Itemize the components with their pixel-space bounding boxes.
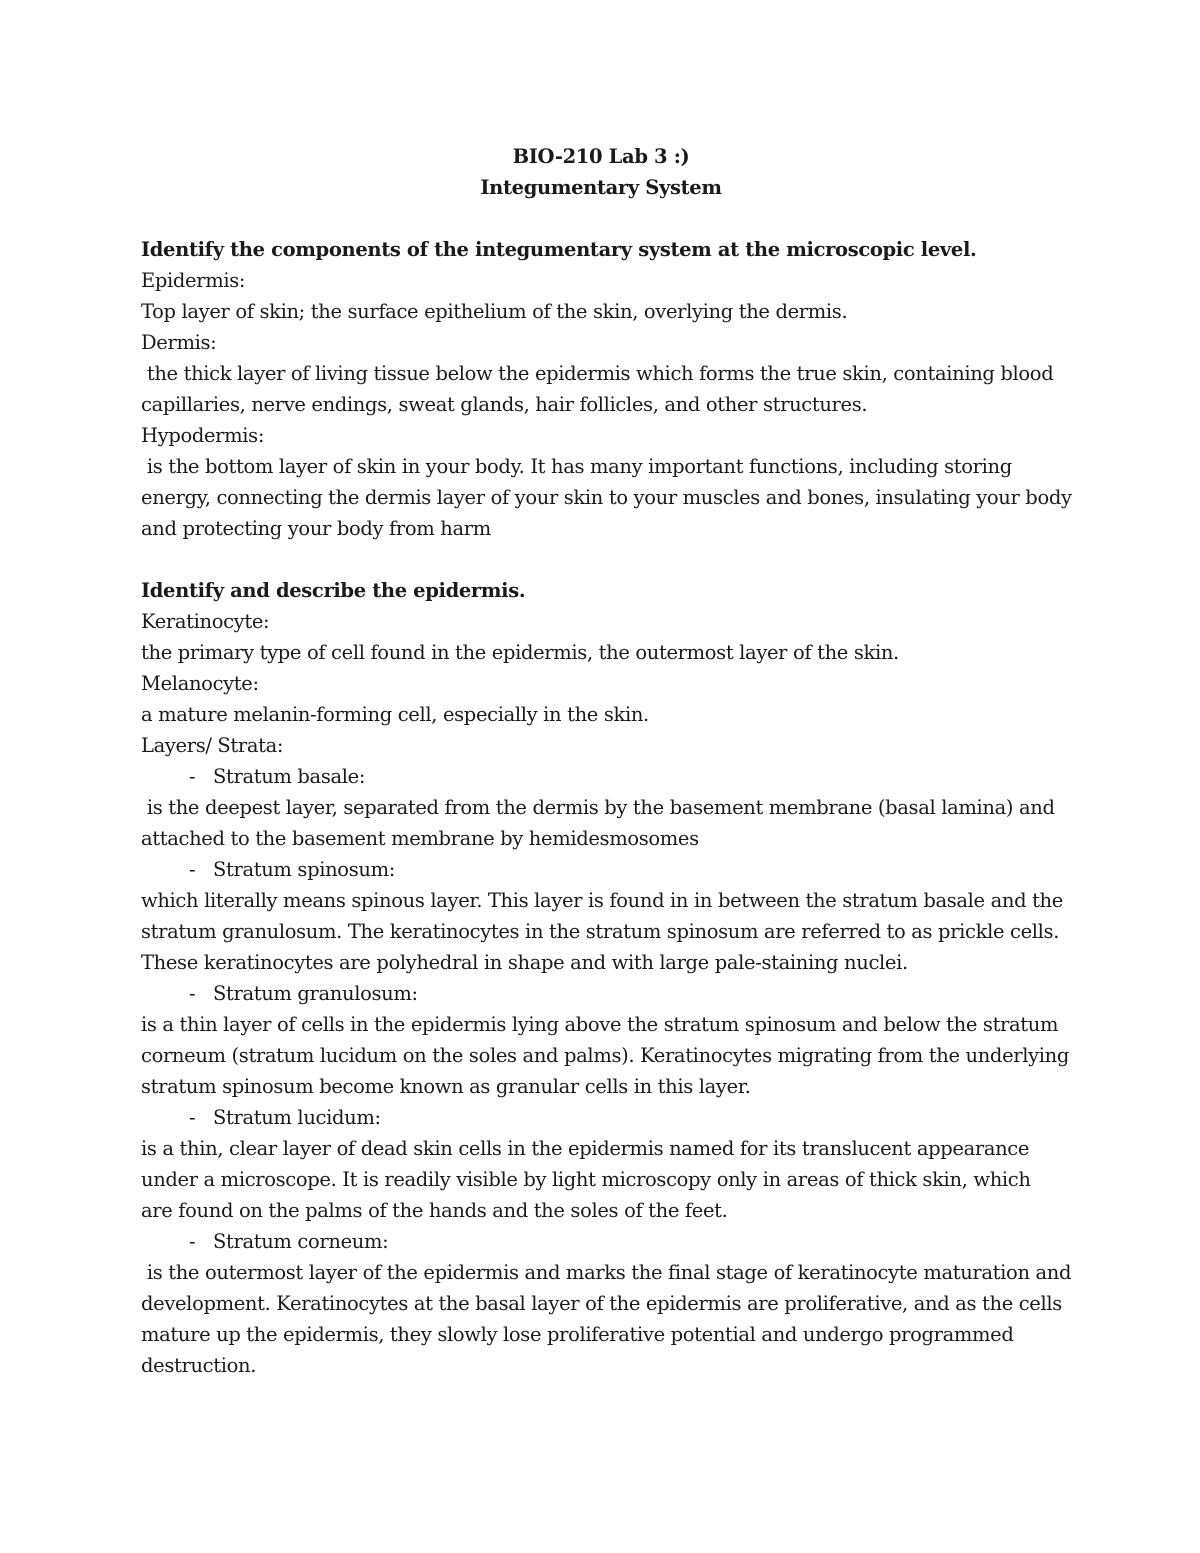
- spacer: [141, 544, 1061, 575]
- hypodermis-text-line: and protecting your body from harm: [141, 517, 491, 540]
- section-heading-microscopic: Identify the components of the integumentary system at the microscopic level.: [141, 238, 977, 261]
- hypodermis-text-line: energy, connecting the dermis layer of your skin to your muscles and bones, insulating your body: [141, 486, 1072, 509]
- bullet-label: Stratum corneum:: [213, 1230, 389, 1253]
- melanocyte-label: Melanocyte:: [141, 672, 259, 695]
- hypodermis-label: Hypodermis:: [141, 424, 265, 447]
- spinosum-text-line: stratum granulosum. The keratinocytes in the stratum spinosum are referred to as prickle cells.: [141, 920, 1060, 943]
- keratinocyte-label: Keratinocyte:: [141, 610, 270, 633]
- spinosum-text-line: These keratinocytes are polyhedral in shape and with large pale-staining nuclei.: [141, 951, 908, 974]
- bullet-stratum-granulosum: [141, 978, 1061, 1009]
- bullet-dash: -: [189, 765, 196, 788]
- melanocyte-text: a mature melanin-forming cell, especially in the skin.: [141, 703, 649, 726]
- corneum-text-line: development. Keratinocytes at the basal layer of the epidermis are proliferative, and as the cells: [141, 1292, 1062, 1315]
- section-heading-epidermis: Identify and describe the epidermis.: [141, 579, 526, 602]
- bullet-stratum-corneum: [141, 1226, 1061, 1257]
- bullet-stratum-spinosum: [141, 854, 1061, 885]
- basale-text-line: is the deepest layer, separated from the dermis by the basement membrane (basal lamina) and: [141, 796, 1055, 819]
- bullet-label: Stratum granulosum:: [213, 982, 418, 1005]
- bullet-label: Stratum spinosum:: [213, 858, 395, 881]
- granulosum-text-line: corneum (stratum lucidum on the soles and palms). Keratinocytes migrating from the underlying: [141, 1044, 1070, 1067]
- corneum-text-line: mature up the epidermis, they slowly lose proliferative potential and undergo programmed: [141, 1323, 1014, 1346]
- hypodermis-text-line: is the bottom layer of skin in your body. It has many important functions, including storing: [141, 455, 1012, 478]
- dermis-text-line: capillaries, nerve endings, sweat glands, hair follicles, and other structures.: [141, 393, 868, 416]
- bullet-dash: -: [189, 1106, 196, 1129]
- document-subtitle: Integumentary System: [480, 176, 722, 199]
- lucidum-text-line: is a thin, clear layer of dead skin cells in the epidermis named for its translucent appearance: [141, 1137, 1030, 1160]
- corneum-text-line: destruction.: [141, 1354, 257, 1377]
- granulosum-text-line: is a thin layer of cells in the epidermis lying above the stratum spinosum and below the stratum: [141, 1013, 1059, 1036]
- bullet-dash: -: [189, 858, 196, 881]
- spacer: [141, 203, 1061, 234]
- keratinocyte-text: the primary type of cell found in the epidermis, the outermost layer of the skin.: [141, 641, 899, 664]
- bullet-label: Stratum lucidum:: [213, 1106, 381, 1129]
- document-body: [141, 141, 1072, 1381]
- dermis-label: Dermis:: [141, 331, 217, 354]
- bullet-dash: -: [189, 982, 196, 1005]
- lucidum-text-line: are found on the palms of the hands and the soles of the feet.: [141, 1199, 728, 1222]
- lucidum-text-line: under a microscope. It is readily visible by light microscopy only in areas of thick skin, which: [141, 1168, 1031, 1191]
- basale-text-line: attached to the basement membrane by hemidesmosomes: [141, 827, 699, 850]
- corneum-text-line: is the outermost layer of the epidermis and marks the final stage of keratinocyte maturation and: [141, 1261, 1072, 1284]
- layers-label: Layers/ Strata:: [141, 734, 284, 757]
- spinosum-text-line: which literally means spinous layer. This layer is found in in between the stratum basale and the: [141, 889, 1063, 912]
- dermis-text-line: the thick layer of living tissue below the epidermis which forms the true skin, containing blood: [141, 362, 1054, 385]
- document-title: BIO-210 Lab 3 :): [512, 145, 690, 168]
- epidermis-label: Epidermis:: [141, 269, 246, 292]
- epidermis-text: Top layer of skin; the surface epithelium of the skin, overlying the dermis.: [141, 300, 848, 323]
- bullet-dash: -: [189, 1230, 196, 1253]
- bullet-stratum-lucidum: [141, 1102, 1061, 1133]
- granulosum-text-line: stratum spinosum become known as granular cells in this layer.: [141, 1075, 751, 1098]
- bullet-stratum-basale: [141, 761, 1061, 792]
- bullet-label: Stratum basale:: [213, 765, 366, 788]
